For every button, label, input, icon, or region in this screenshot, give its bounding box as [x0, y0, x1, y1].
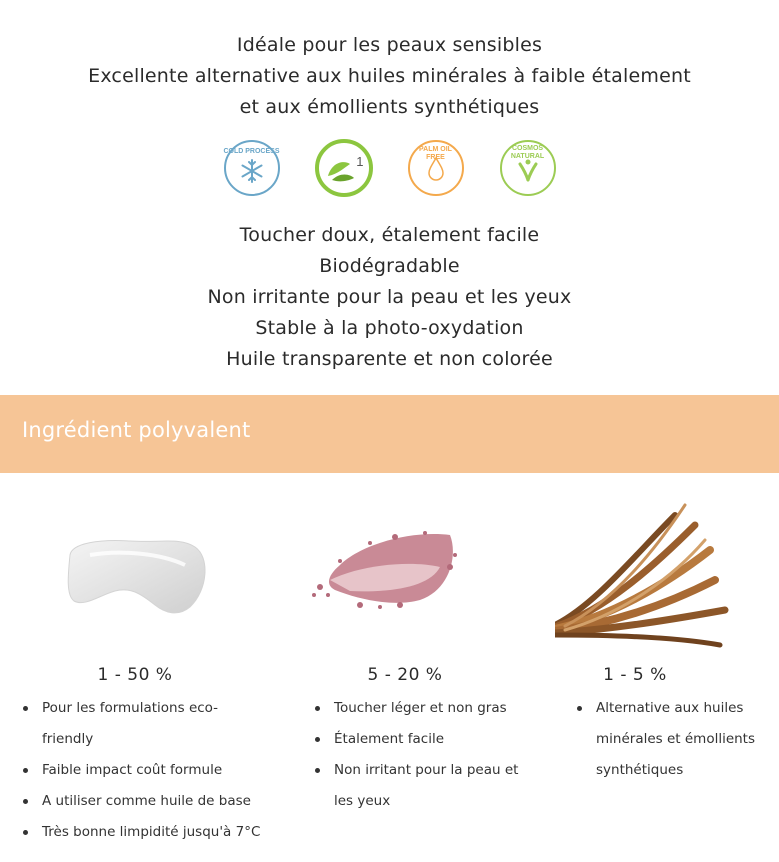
- list-item: Non irritant pour la peau et: [312, 755, 545, 786]
- list-item: friendly: [42, 731, 94, 747]
- intro-line: Idéale pour les peaux sensibles: [236, 34, 543, 56]
- section-banner: [0, 395, 779, 473]
- feature-item: Non irritante pour la peau et les yeux: [207, 286, 572, 308]
- features-list: [0, 220, 779, 375]
- list-item: minérales et émollients: [596, 731, 756, 747]
- usage-column-1: [42, 495, 275, 848]
- badge-label: COLD PROCESS: [223, 148, 280, 155]
- dosage-percent: 5 - 20 %: [367, 665, 443, 685]
- benefits-list: [20, 693, 275, 848]
- intro-line: et aux émollients synthétiques: [239, 96, 540, 118]
- badge-label: 1: [356, 154, 364, 169]
- list-item: Toucher léger et non gras: [312, 693, 545, 724]
- feature-item: Toucher doux, étalement facile: [239, 224, 540, 246]
- benefits-list: [312, 693, 545, 817]
- list-item: synthétiques: [596, 762, 684, 778]
- certification-badges: [0, 138, 779, 198]
- leaf-badge: [314, 138, 374, 198]
- feature-item: Huile transparente et non colorée: [226, 348, 553, 370]
- cream-swatch-image: [60, 495, 250, 660]
- list-item: Pour les formulations eco-: [20, 693, 275, 724]
- cosmos-natural-badge: [498, 138, 558, 198]
- badge-label: COSMOS NATURAL: [510, 145, 545, 160]
- list-item: les yeux: [334, 793, 391, 809]
- list-item: Très bonne limpidité jusqu'à 7°C: [20, 817, 275, 848]
- list-item: Alternative aux huiles: [574, 693, 765, 724]
- section-title: Ingrédient polyvalent: [22, 418, 251, 442]
- usage-column-3: [555, 495, 765, 786]
- hair-strands-image: [555, 495, 740, 660]
- palm-oil-free-badge: [406, 138, 466, 198]
- benefits-list: [574, 693, 765, 786]
- list-item: Étalement facile: [312, 724, 545, 755]
- cold-process-badge: [222, 138, 282, 198]
- usage-column-2: [315, 495, 545, 817]
- feature-item: Biodégradable: [319, 255, 460, 277]
- list-item: Faible impact coût formule: [20, 755, 275, 786]
- leaf-icon: [314, 138, 374, 198]
- intro-block: [0, 30, 779, 123]
- snowflake-icon: [222, 138, 282, 198]
- intro-line: Excellente alternative aux huiles minérales à faible étalement: [88, 65, 691, 87]
- dosage-percent: 1 - 50 %: [97, 665, 173, 685]
- feature-item: Stable à la photo-oxydation: [255, 317, 524, 339]
- list-item: A utiliser comme huile de base: [20, 786, 275, 817]
- dosage-percent: 1 - 5 %: [603, 665, 667, 685]
- badge-label: PALM OIL FREE: [419, 146, 452, 161]
- crushed-powder-image: [300, 495, 470, 660]
